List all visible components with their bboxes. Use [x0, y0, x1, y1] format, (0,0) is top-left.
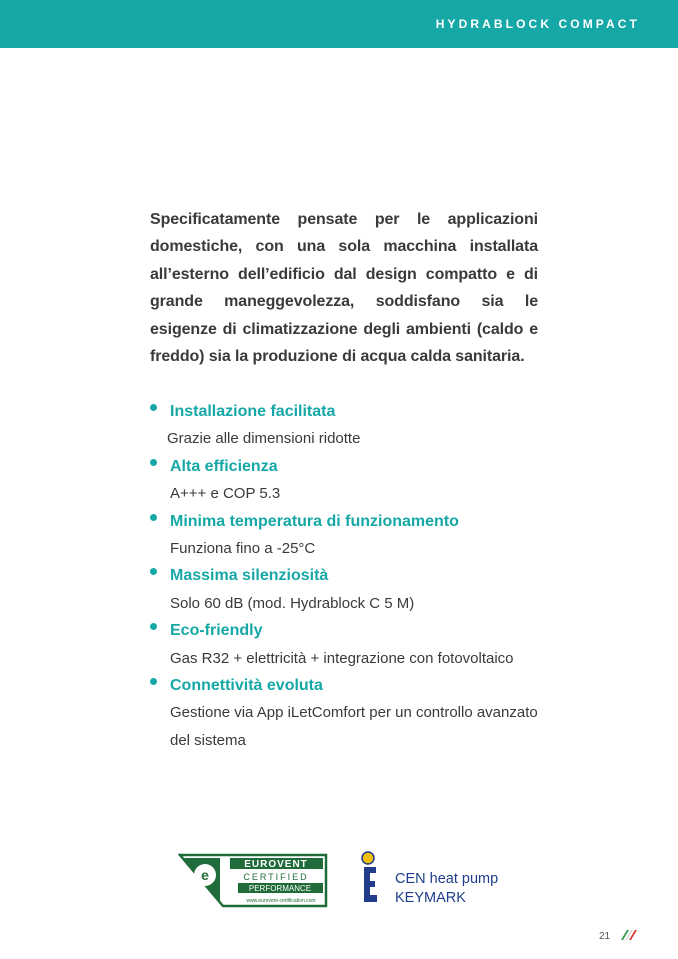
feature-description: Gas R32 + elettricità + integrazione con fotovoltaico — [170, 649, 514, 667]
feature-description: Solo 60 dB (mod. Hydrablock C 5 M) — [170, 594, 415, 612]
eurovent-url: www.eurovent-certification.com — [246, 898, 316, 904]
bullet-icon — [150, 623, 157, 630]
bullet-icon — [150, 514, 157, 521]
keymark-line2: KEYMARK — [395, 890, 466, 906]
feature-title: Connettività evoluta — [170, 677, 323, 695]
keymark-text — [395, 870, 498, 908]
feature-description: A+++ e COP 5.3 — [170, 485, 281, 503]
eurovent-logo — [178, 853, 328, 908]
bullet-icon — [150, 404, 157, 411]
header-title: HYDRABLOCK COMPACT — [435, 17, 640, 31]
feature-description: Grazie alle dimensioni ridotte — [167, 430, 361, 448]
feature-title: Alta efficienza — [170, 457, 278, 475]
bullet-icon — [150, 459, 157, 466]
feature-title: Minima temperatura di funzionamento — [170, 512, 459, 530]
feature-list — [150, 398, 550, 754]
feature-item — [150, 398, 550, 453]
feature-item — [150, 617, 550, 672]
italian-flag-icon — [619, 928, 639, 942]
eurovent-line3: PERFORMANCE — [248, 884, 312, 893]
page-number: 21 — [599, 931, 611, 942]
feature-title: Massima silenziosità — [170, 567, 329, 585]
feature-title: Installazione facilitata — [170, 403, 336, 420]
feature-description: Funziona fino a -25°C — [170, 540, 316, 558]
keymark-icon — [360, 850, 382, 908]
feature-item — [150, 453, 550, 508]
header-bar — [0, 0, 678, 48]
certification-logos — [178, 850, 538, 910]
feature-description: Gestione via App iLetComfort per un controllo avanzato del sistema — [170, 704, 538, 749]
keymark-line1: CEN heat pump — [395, 871, 499, 887]
intro-paragraph: Specificatamente pensate per le applicazioni domestiche, con una sola macchina installata all’esterno dell’edificio dal design compatto e di grande maneggevolezza, soddisfano sia le esigenze di climatizzazione degli ambienti (caldo e freddo) sia la produzione di acqua calda sanitaria. — [150, 211, 538, 366]
feature-title: Eco-friendly — [170, 622, 263, 640]
eurovent-line1: EUROVENT — [244, 859, 308, 870]
feature-item — [150, 562, 550, 617]
bullet-icon — [150, 568, 157, 575]
feature-item — [150, 508, 550, 563]
bullet-icon — [150, 678, 157, 685]
eurovent-line2: CERTIFIED — [243, 872, 309, 882]
svg-text:e: e — [201, 867, 209, 883]
feature-item — [150, 672, 550, 754]
